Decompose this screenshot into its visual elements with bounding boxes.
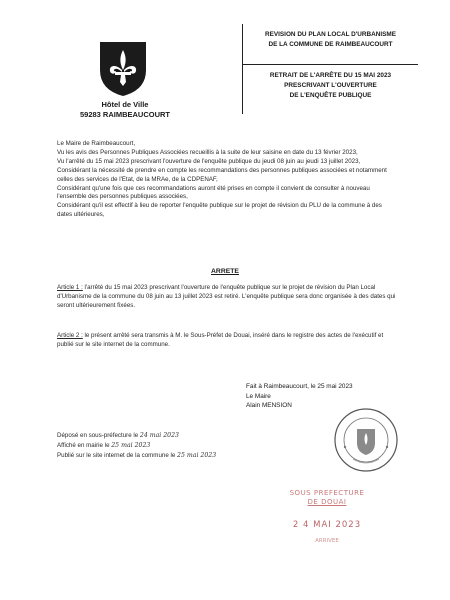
- article-2-text: le présent arrêté sera transmis à M. le Sous-Préfet de Douai, inséré dans le registre des actes de l'exécutif et publié sur le site internet de la commune.: [57, 332, 384, 348]
- transmission-notes: [57, 431, 287, 461]
- preamble-line: Considérant qu'il est effectif à lieu de reporter l'enquête publique sur le projet de révision du PLU de la commune à des dates ultérieures,: [57, 202, 382, 219]
- title-line-2: DE LA COMMUNE DE RAIMBEAUCOURT: [268, 41, 393, 48]
- preamble-line: Considérant qu'une fois que ces recommandations auront été prises en compte il convient de consulter à nouveau l'ensemble des personnes publiques associées,: [57, 184, 370, 201]
- article-2: [57, 332, 397, 350]
- note-posted-label: Affiché en mairie le: [57, 442, 110, 449]
- town-seal-icon: [333, 407, 399, 473]
- preamble-line: Considérant la nécessité de prendre en compte les recommandations des personnes publiques associées et notamment celles des services de l'Etat, de la MRAe, de la CDPENAF,: [57, 166, 387, 183]
- place-date: Fait à Raimbeaucourt, le 25 mai 2023: [246, 383, 353, 390]
- preamble-line: Vu l'arrêté du 15 mai 2023 prescrivant l'ouverture de l'enquête publique du jeudi 08 juin au jeudi 13 juillet 2023,: [57, 157, 361, 165]
- stamp-line-2: DE DOUAI: [307, 498, 347, 506]
- subject-line-1: RETRAIT DE L'ARRÊTE DU 15 MAI 2023: [269, 72, 392, 79]
- header-divider: [243, 64, 418, 65]
- note-published-date: 25 mai 2023: [177, 452, 217, 459]
- note-published-label: Publié sur le site internet de la commune le: [57, 452, 176, 459]
- stamp-date: 2 4 MAI 2023: [292, 520, 362, 530]
- document-subject: [243, 71, 418, 101]
- town-hall-address: [60, 100, 190, 120]
- hotel-de-ville-label: Hôtel de Ville: [101, 100, 149, 109]
- subject-line-3: DE L'ENQUÊTE PUBLIQUE: [289, 92, 372, 99]
- preamble-line: Vu les avis des Personnes Publiques Associées recueillis à la suite de leur saisine en date du 13 février 2023,: [57, 148, 358, 156]
- stamp-arrivee: ARRIVEE: [315, 538, 339, 544]
- preamble-line: Le Maire de Raimbeaucourt,: [57, 140, 136, 147]
- note-published: [57, 451, 287, 461]
- signatory-role: Le Maire: [246, 392, 271, 400]
- signatory-name: Alain MENSION: [246, 402, 292, 409]
- stamp-line-1: SOUS PREFECTURE: [289, 489, 365, 497]
- note-deposit: [57, 431, 287, 441]
- subject-line-2: PRESCRIVANT L'OUVERTURE: [284, 82, 377, 89]
- article-1: [57, 284, 397, 311]
- article-2-label: Article 2 :: [57, 332, 83, 339]
- title-line-1: REVISION DU PLAN LOCAL D'URBANISME: [265, 31, 396, 38]
- article-1-label: Article 1 :: [57, 284, 83, 291]
- coat-of-arms-icon: [98, 40, 148, 98]
- document-title: [243, 30, 418, 50]
- header-box: [242, 24, 417, 114]
- sub-prefecture-stamp: [282, 489, 372, 544]
- note-deposit-label: Déposé en sous-préfecture le: [57, 432, 139, 439]
- note-posted: [57, 441, 287, 451]
- note-deposit-date: 24 mai 2023: [139, 432, 179, 439]
- note-posted-date: 25 mai 2023: [111, 442, 151, 449]
- arrete-heading: ARRETE: [211, 268, 239, 275]
- preamble: [57, 140, 397, 220]
- article-1-text: l'arrêté du 15 mai 2023 prescrivant l'ouverture de l'enquête publique sur le projet de révision du Plan Local d'Urbanisme de la commune du 08 juin au 13 juillet 2023 est retiré. L'enquête publique sera donc organisée à des dates qui seront ultérieurement fixées.: [57, 284, 396, 309]
- postal-address: 59283 RAIMBEAUCOURT: [79, 110, 171, 119]
